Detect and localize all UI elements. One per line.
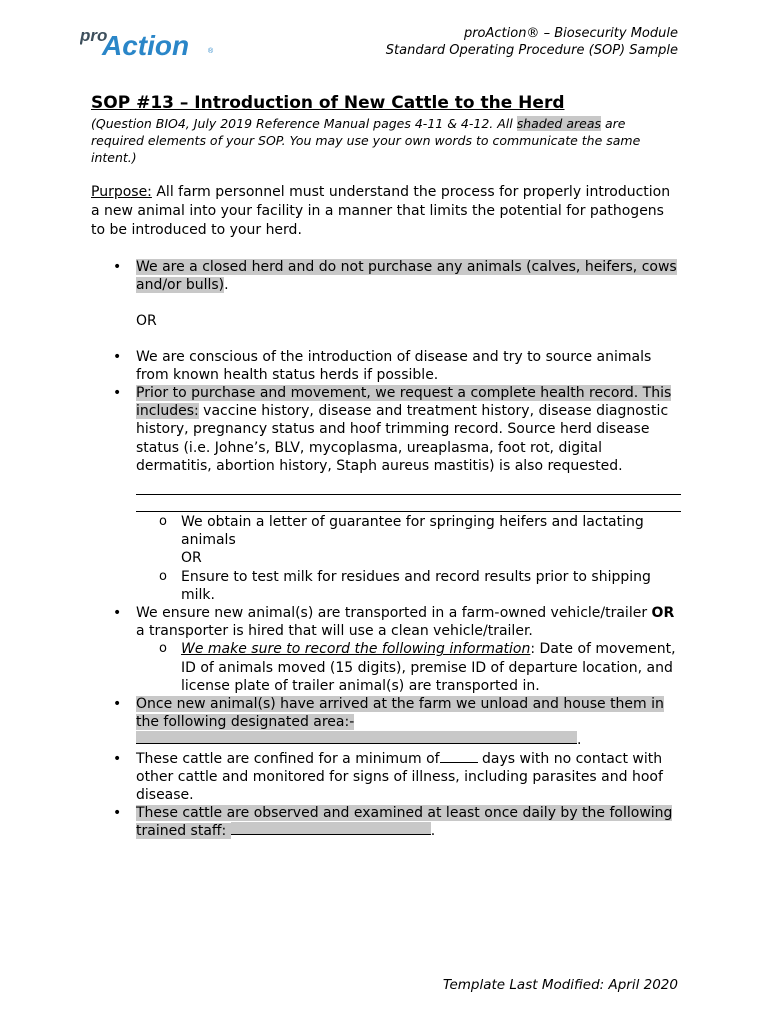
- list-item-conscious: • We are conscious of the introduction of disease and try to source animals from known health status herds if possible.: [91, 348, 681, 384]
- subtitle-shaded: shaded areas: [516, 116, 601, 131]
- designated-area-blank[interactable]: [136, 731, 577, 744]
- sub-item-letter: o We obtain a letter of guarantee for springing heifers and lactating animals: [91, 513, 681, 549]
- or-separator: OR: [136, 313, 157, 330]
- document-body: [91, 92, 681, 841]
- document-header: [386, 25, 678, 59]
- subtitle-part1: (Question BIO4, July 2019 Reference Manual pages 4-11 & 4-12. All: [91, 116, 517, 131]
- days-blank[interactable]: [440, 750, 478, 763]
- sop-items: [91, 258, 681, 841]
- purpose-label: Purpose:: [91, 184, 152, 200]
- or-separator: OR: [181, 550, 202, 567]
- subtitle-note: [91, 115, 681, 166]
- list-item-closed-herd: • We are a closed herd and do not purchase any animals (calves, heifers, cows and/or bulls).: [91, 258, 681, 294]
- list-item-health-record: • Prior to purchase and movement, we request a complete health record. This includes: vaccine history, disease and treatment history, disease diagnostic history, pregnancy status and hoof trimming record. Source herd disease status (i.e. Johne’s, BLV, mycoplasma, ureaplasma, foot rot, digital dermatitis, abortion history, Staph aureus mastitis) is also requested.: [91, 384, 681, 475]
- list-item-confined: • These cattle are confined for a minimum of days with no contact with other cattle and monitored for signs of illness, including parasites and hoof disease.: [91, 750, 681, 805]
- sub-item-record: o We make sure to record the following information: Date of movement, ID of animals moved (15 digits), premise ID of departure location, and license plate of trailer animal(s) are transported in.: [91, 640, 681, 695]
- list-item-arrival: • Once new animal(s) have arrived at the farm we unload and house them in the following designated area:- .: [91, 695, 681, 750]
- header-sop-line: Standard Operating Procedure (SOP) Sample: [385, 43, 678, 58]
- subtitle-part2: are required elements of your SOP. You may use your own words to communicate the same intent.): [91, 116, 641, 165]
- list-item-observed: • These cattle are observed and examined at least once daily by the following trained staff: .: [91, 804, 681, 840]
- page-title: SOP #13 – Introduction of New Cattle to the Herd: [91, 93, 565, 113]
- logo-registered-mark: ®: [208, 48, 214, 55]
- logo-action-text: Action: [102, 30, 190, 58]
- purpose-text: All farm personnel must understand the process for properly introduction a new animal into your facility in a manner that limits the potential for pathogens to be introduced to your herd.: [91, 184, 671, 238]
- trained-staff-blank[interactable]: [231, 822, 431, 835]
- footer-last-modified: Template Last Modified: April 2020: [442, 977, 678, 993]
- header-module-line: proAction® – Biosecurity Module: [463, 26, 678, 41]
- purpose-paragraph: [91, 183, 681, 240]
- sub-item-milk: o Ensure to test milk for residues and record results prior to shipping milk.: [91, 568, 681, 604]
- blank-line: [136, 511, 681, 512]
- blank-line: [136, 494, 681, 495]
- proaction-logo: [80, 24, 216, 58]
- logo-pro-text: pro: [80, 26, 108, 45]
- list-item-transport: • We ensure new animal(s) are transported in a farm-owned vehicle/trailer OR a transporter is hired that will use a clean vehicle/trailer.: [91, 604, 681, 640]
